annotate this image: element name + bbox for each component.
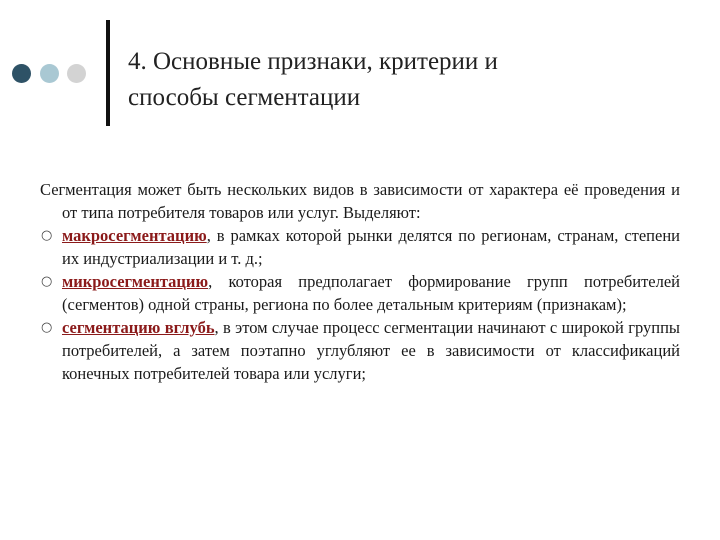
decorative-dots <box>12 64 92 84</box>
hollow-circle-bullet-icon: ○ <box>41 228 53 243</box>
dark-dot-icon <box>12 64 31 83</box>
intro-paragraph <box>40 178 680 224</box>
hollow-circle-bullet-icon: ○ <box>41 320 53 335</box>
gray-dot-icon <box>67 64 86 83</box>
slide-title-line-2: способы сегментации <box>128 84 361 111</box>
list-item-micro <box>40 270 680 316</box>
slide-body <box>40 178 680 385</box>
intro-tail: Выделяют: <box>338 203 421 222</box>
item-text-deep: , в этом случае процесс сегментации начинают с широкой группы потребителей, а затем поэтапно углубляют ее в зависимости от классификаций конечных потребителей товара или услуги; <box>62 318 681 383</box>
light-blue-dot-icon <box>40 64 59 83</box>
item-text-micro: , которая предполагает формирование групп потребителей (сегментов) одной страны, региона по более детальным критериям (признакам); <box>62 272 680 314</box>
term-microsegmentation: микросегментацию <box>62 272 209 291</box>
slide-title-line-1: 4. Основные признаки, критерии и <box>128 48 498 75</box>
term-macrosegmentation: макросегментацию <box>62 226 207 245</box>
list-item-macro <box>40 224 680 270</box>
item-text-macro: , в рамках которой рынки делятся по регионам, странам, степени их индустриализации и т. д.; <box>62 226 680 268</box>
title-divider <box>106 20 110 126</box>
slide-title <box>128 44 688 116</box>
list-item-deep <box>40 316 680 385</box>
intro-text: Сегментация может быть нескольких видов в зависимости от характера её проведения и от типа потребителя товаров или услуг. <box>40 180 680 222</box>
hollow-circle-bullet-icon: ○ <box>41 274 53 289</box>
term-deep-segmentation: сегментацию вглубь <box>62 318 215 337</box>
